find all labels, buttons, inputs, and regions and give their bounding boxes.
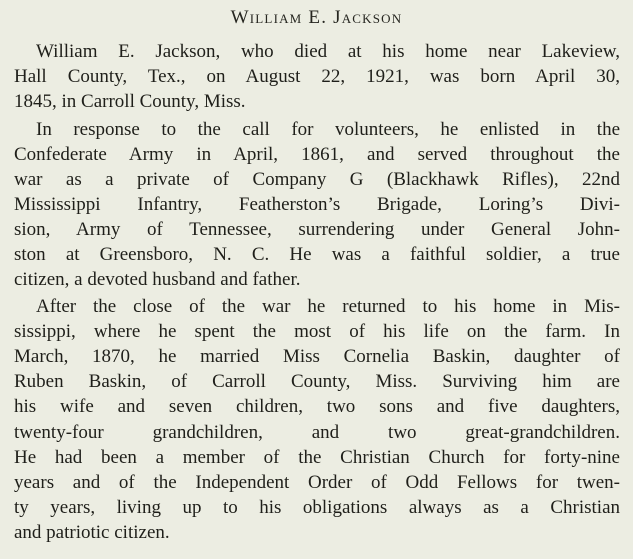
text-line-18: years and of the Independent Order of Odd Fellows for twen- [14,472,620,493]
text-line-10: citizen, a devoted husband and father. [14,269,301,290]
text-line-7: Mississippi Infantry, Featherston’s Brigade, Loring’s Divi- [14,194,620,215]
text-line-15: his wife and seven children, two sons and five daughters, [14,396,620,417]
text-line-11: After the close of the war he returned to his home in Mis- [36,296,620,317]
text-line-2: Hall County, Tex., on August 22, 1921, was born April 30, [14,66,620,87]
text-line-4: In response to the call for volunteers, he enlisted in the [36,119,620,140]
text-line-6: war as a private of Company G (Blackhawk Rifles), 22nd [14,169,620,190]
text-line-16: twenty-four grandchildren, and two great-grandchildren. [14,422,620,443]
text-line-1: William E. Jackson, who died at his home near Lakeview, [36,41,620,62]
text-line-3: 1845, in Carroll County, Miss. [14,91,246,112]
text-line-5: Confederate Army in April, 1861, and served throughout the [14,144,620,165]
text-line-17: He had been a member of the Christian Church for forty-nine [14,447,620,468]
obituary-heading: William E. Jackson [230,7,403,28]
text-line-8: sion, Army of Tennessee, surrendering under General John- [14,219,620,240]
text-line-20: and patriotic citizen. [14,522,170,543]
text-line-13: March, 1870, he married Miss Cornelia Baskin, daughter of [14,346,620,367]
text-line-14: Ruben Baskin, of Carroll County, Miss. Surviving him are [14,371,620,392]
text-line-12: sissippi, where he spent the most of his life on the farm. In [14,321,620,342]
text-line-19: ty years, living up to his obligations always as a Christian [14,497,620,518]
text-line-9: ston at Greensboro, N. C. He was a faithful soldier, a true [14,244,620,265]
